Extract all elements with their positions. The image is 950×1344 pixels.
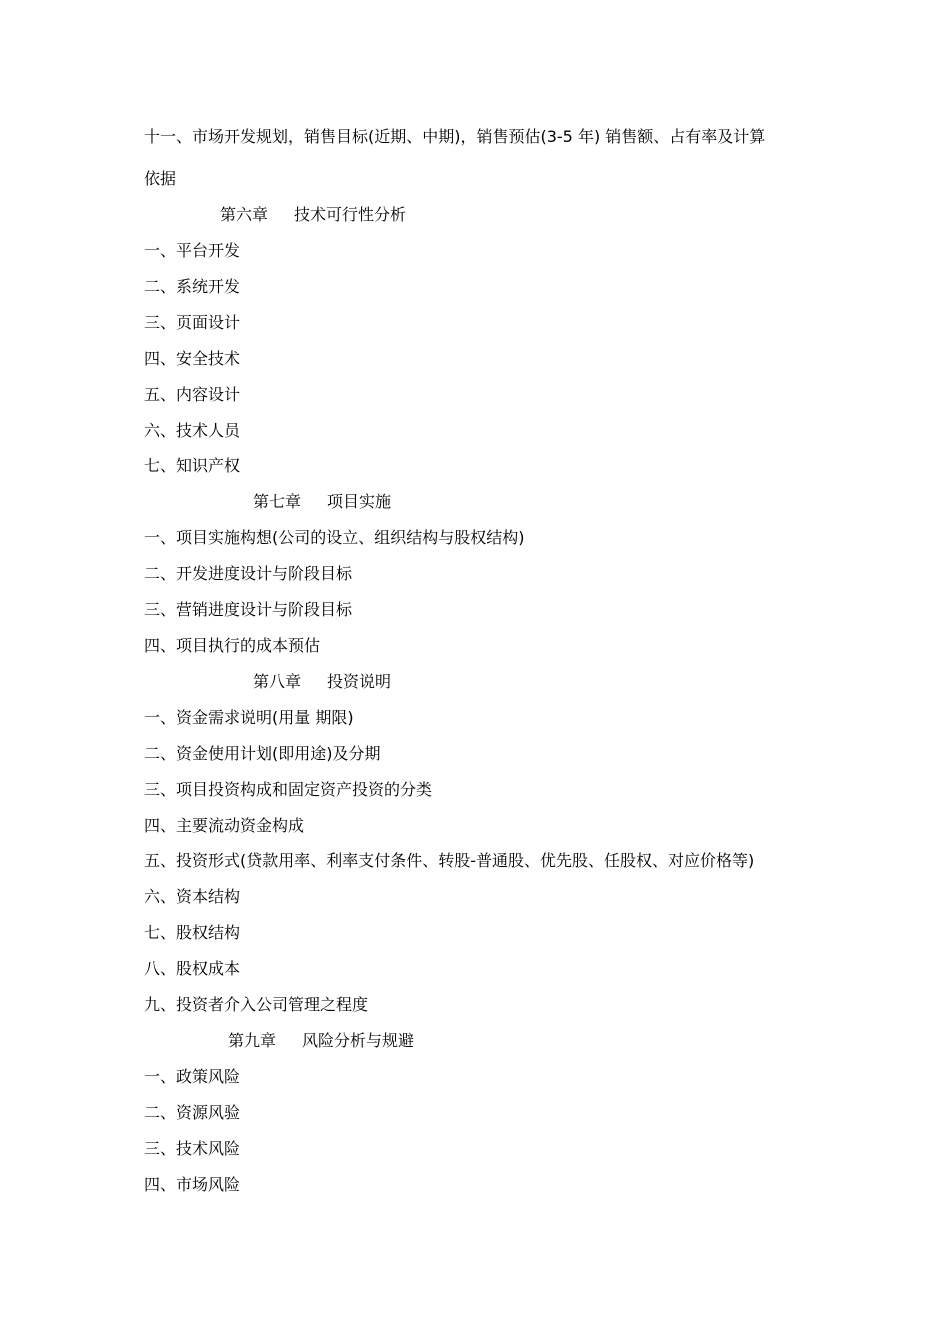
list-item: 一、资金需求说明(用量 期限) [144,708,354,727]
chapter-7-number: 第七章 [253,492,302,511]
list-item: 四、市场风险 [144,1175,241,1194]
list-item: 三、页面设计 [144,313,241,332]
list-item: 七、知识产权 [144,456,241,475]
intro-line-2: 依据 [144,169,177,188]
list-item: 九、投资者介入公司管理之程度 [144,995,369,1014]
list-item: 二、开发进度设计与阶段目标 [144,564,353,583]
list-item: 六、技术人员 [144,421,241,440]
list-item: 五、内容设计 [144,385,241,404]
chapter-9-number: 第九章 [228,1031,277,1050]
intro-line-1: 十一、市场开发规划，销售目标(近期、中期)，销售预估(3-5 年) 销售额、占有率及计算 [144,127,766,146]
list-item: 一、平台开发 [144,241,241,260]
chapter-8-number: 第八章 [253,672,302,691]
list-item: 四、主要流动资金构成 [144,816,305,835]
list-item: 四、安全技术 [144,349,241,368]
chapter-8-heading [253,672,391,692]
list-item: 三、技术风险 [144,1139,241,1158]
list-item: 八、股权成本 [144,959,241,978]
list-item: 二、资金使用计划(即用途)及分期 [144,744,381,763]
list-item: 七、股权结构 [144,923,241,942]
chapter-6-title: 技术可行性分析 [294,205,407,224]
list-item: 六、资本结构 [144,887,241,906]
list-item: 二、资源风验 [144,1103,241,1122]
chapter-9-heading [228,1031,414,1051]
chapter-7-title: 项目实施 [327,492,392,511]
chapter-9-title: 风险分析与规避 [302,1031,415,1050]
list-item: 一、项目实施构想(公司的设立、组织结构与股权结构) [144,528,525,547]
list-item: 三、项目投资构成和固定资产投资的分类 [144,780,433,799]
chapter-6-heading [220,205,406,225]
chapter-6-number: 第六章 [220,205,269,224]
list-item: 一、政策风险 [144,1067,241,1086]
chapter-8-title: 投资说明 [327,672,392,691]
list-item: 三、营销进度设计与阶段目标 [144,600,353,619]
chapter-7-heading [253,492,391,512]
list-item: 二、系统开发 [144,277,241,296]
list-item: 五、投资形式(贷款用率、利率支付条件、转股-普通股、优先股、任股权、对应价格等) [144,851,755,870]
list-item: 四、项目执行的成本预估 [144,636,321,655]
